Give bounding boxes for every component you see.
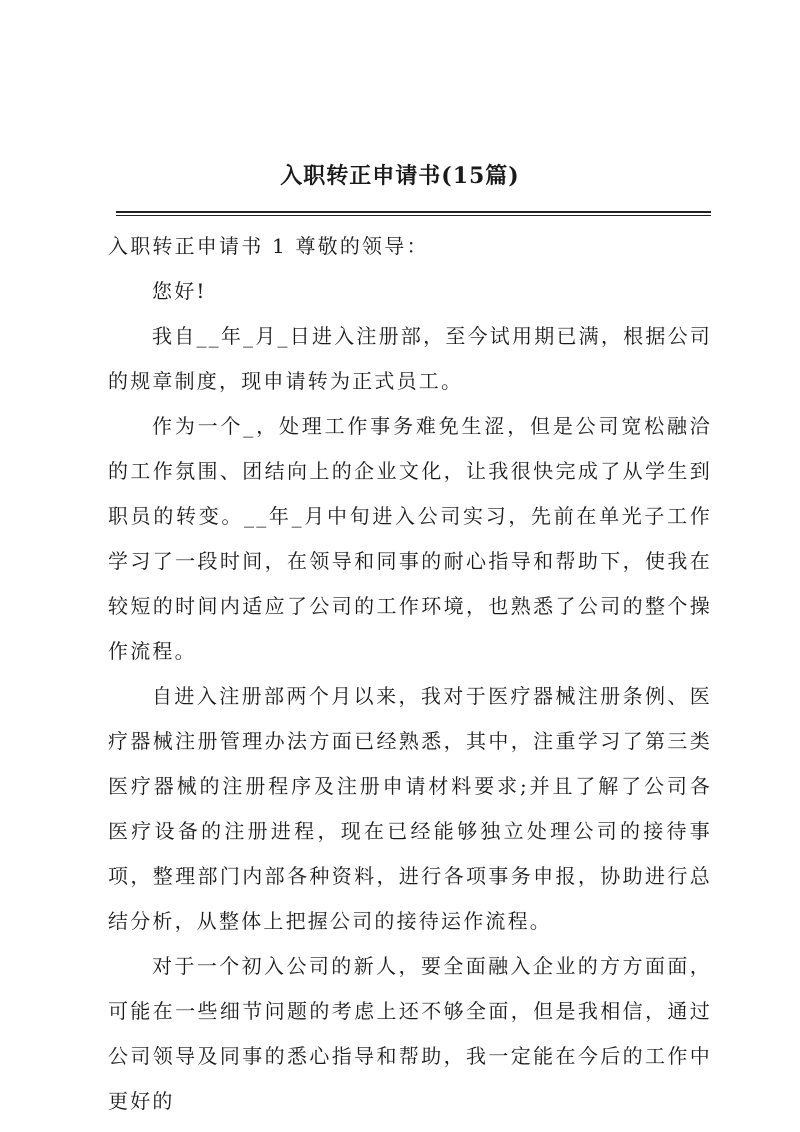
body-paragraph: 自进入注册部两个月以来，我对于医疗器械注册条例、医疗器械注册管理办法方面已经熟悉，其中，注重学习了第三类医疗器械的注册程序及注册申请材料要求;并且了解了公司各医疗设备的注册进程，现在已经能够独立处理公司的接待事项，整理部门内部各种资料，进行各项事务申报，协助进行总结分析，从整体上把握公司的接待运作流程。 (108, 684, 712, 933)
title-rule-thin (116, 215, 711, 216)
body-paragraph: 作为一个_，处理工作事务难免生涩，但是公司宽松融洽的工作氛围、团结向上的企业文化，让我很快完成了从学生到职员的转变。__年_月中旬进入公司实习，先前在单光子工作学习了一段时间，在领导和同事的耐心指导和帮助下，使我在较短的时间内适应了公司的工作环境，也熟悉了公司的整个操作流程。 (108, 414, 712, 663)
greeting-paragraph: 您好! (152, 279, 207, 303)
page-title: 入职转正申请书(15篇) (280, 163, 520, 189)
title-rule-thick (116, 211, 711, 213)
salutation-paragraph: 入职转正申请书 1 尊敬的领导： (108, 234, 429, 258)
body-paragraph: 我自__年_月_日进入注册部，至今试用期已满，根据公司的规章制度，现申请转为正式员工。 (108, 324, 712, 393)
document-body (108, 224, 712, 1124)
body-paragraph: 对于一个初入公司的新人，要全面融入企业的方方面面，可能在一些细节问题的考虑上还不够全面，但是我相信，通过公司领导及同事的悉心指导和帮助，我一定能在今后的工作中更好的 (108, 954, 712, 1113)
